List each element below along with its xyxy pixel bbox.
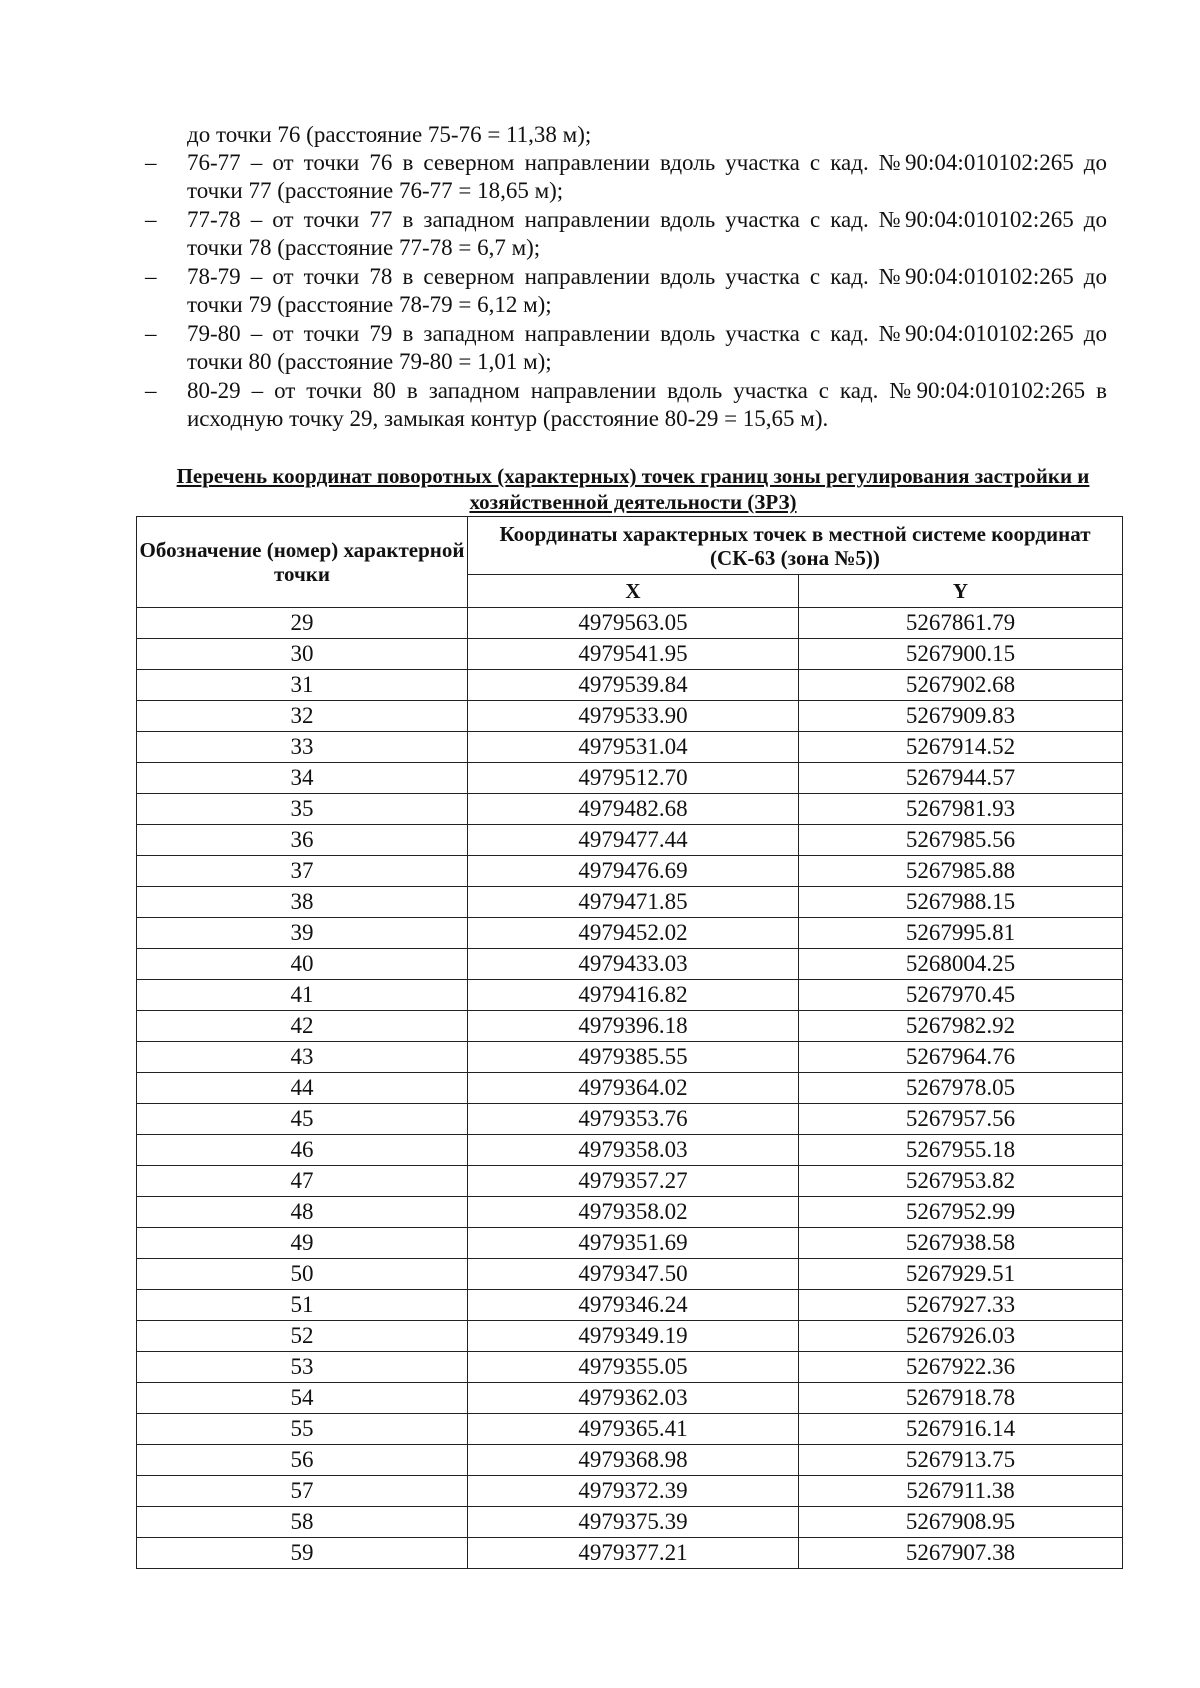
point-number-cell: 37 [137, 856, 468, 887]
table-row [137, 1476, 1123, 1507]
x-coordinate-cell: 4979355.05 [468, 1352, 799, 1383]
y-coordinate-cell: 5267929.51 [799, 1259, 1123, 1290]
table-row [137, 1166, 1123, 1197]
point-number-cell: 30 [137, 639, 468, 670]
y-coordinate-cell: 5267916.14 [799, 1414, 1123, 1445]
table-row [137, 670, 1123, 701]
x-coordinate-cell: 4979385.55 [468, 1042, 799, 1073]
y-coordinate-cell: 5267918.78 [799, 1383, 1123, 1414]
column-header-y: Y [799, 575, 1123, 608]
point-number-cell: 51 [137, 1290, 468, 1321]
y-coordinate-cell: 5267907.38 [799, 1538, 1123, 1569]
y-coordinate-cell: 5267914.52 [799, 732, 1123, 763]
point-number-cell: 56 [137, 1445, 468, 1476]
segment-list [145, 149, 1107, 434]
x-coordinate-cell: 4979416.82 [468, 980, 799, 1011]
point-number-cell: 35 [137, 794, 468, 825]
point-number-cell: 43 [137, 1042, 468, 1073]
y-coordinate-cell: 5267970.45 [799, 980, 1123, 1011]
y-coordinate-cell: 5267861.79 [799, 608, 1123, 639]
point-number-cell: 49 [137, 1228, 468, 1259]
y-coordinate-cell: 5267938.58 [799, 1228, 1123, 1259]
x-coordinate-cell: 4979351.69 [468, 1228, 799, 1259]
list-item-text: 80-29 – от точки 80 в западном направлении вдоль участка с кад. №90:04:010102:265 в исходную точку 29, замыкая контур (расстояние 80-29 = 15,65 м). [187, 378, 1107, 431]
x-coordinate-cell: 4979433.03 [468, 949, 799, 980]
column-header-x: X [468, 575, 799, 608]
table-row [137, 1135, 1123, 1166]
point-number-cell: 58 [137, 1507, 468, 1538]
point-number-cell: 44 [137, 1073, 468, 1104]
x-coordinate-cell: 4979471.85 [468, 887, 799, 918]
x-coordinate-cell: 4979358.02 [468, 1197, 799, 1228]
table-row [137, 1414, 1123, 1445]
table-row [137, 918, 1123, 949]
table-row [137, 1383, 1123, 1414]
point-number-cell: 42 [137, 1011, 468, 1042]
x-coordinate-cell: 4979357.27 [468, 1166, 799, 1197]
point-number-cell: 36 [137, 825, 468, 856]
x-coordinate-cell: 4979365.41 [468, 1414, 799, 1445]
x-coordinate-cell: 4979347.50 [468, 1259, 799, 1290]
y-coordinate-cell: 5267953.82 [799, 1166, 1123, 1197]
list-item [145, 377, 1107, 432]
x-coordinate-cell: 4979452.02 [468, 918, 799, 949]
table-row [137, 1197, 1123, 1228]
intro-line: до точки 76 (расстояние 75-76 = 11,38 м); [187, 122, 592, 147]
table-row [137, 1321, 1123, 1352]
table-title: Перечень координат поворотных (характерных) точек границ зоны регулирования застройки и хозяйственной деятельности (ЗРЗ) [176, 464, 1090, 514]
point-number-cell: 32 [137, 701, 468, 732]
list-dash: – [145, 378, 157, 403]
point-number-cell: 57 [137, 1476, 468, 1507]
table-row [137, 949, 1123, 980]
y-coordinate-cell: 5267922.36 [799, 1352, 1123, 1383]
table-row [137, 1104, 1123, 1135]
list-item-text: 76-77 – от точки 76 в северном направлении вдоль участка с кад. №90:04:010102:265 до точки 77 (расстояние 76-77 = 18,65 м); [187, 150, 1107, 203]
point-number-cell: 55 [137, 1414, 468, 1445]
x-coordinate-cell: 4979512.70 [468, 763, 799, 794]
y-coordinate-cell: 5267926.03 [799, 1321, 1123, 1352]
y-coordinate-cell: 5267957.56 [799, 1104, 1123, 1135]
table-row [137, 732, 1123, 763]
x-coordinate-cell: 4979531.04 [468, 732, 799, 763]
point-number-cell: 53 [137, 1352, 468, 1383]
x-coordinate-cell: 4979396.18 [468, 1011, 799, 1042]
y-coordinate-cell: 5267955.18 [799, 1135, 1123, 1166]
y-coordinate-cell: 5267981.93 [799, 794, 1123, 825]
table-row [137, 794, 1123, 825]
point-number-cell: 31 [137, 670, 468, 701]
list-dash: – [145, 207, 157, 232]
x-coordinate-cell: 4979476.69 [468, 856, 799, 887]
x-coordinate-cell: 4979482.68 [468, 794, 799, 825]
list-item [145, 149, 1107, 204]
point-number-cell: 29 [137, 608, 468, 639]
x-coordinate-cell: 4979349.19 [468, 1321, 799, 1352]
x-coordinate-cell: 4979563.05 [468, 608, 799, 639]
x-coordinate-cell: 4979362.03 [468, 1383, 799, 1414]
y-coordinate-cell: 5267909.83 [799, 701, 1123, 732]
table-row [137, 1290, 1123, 1321]
list-dash: – [145, 264, 157, 289]
table-body [137, 608, 1123, 1569]
y-coordinate-cell: 5267995.81 [799, 918, 1123, 949]
point-number-cell: 47 [137, 1166, 468, 1197]
point-number-cell: 41 [137, 980, 468, 1011]
point-number-cell: 33 [137, 732, 468, 763]
x-coordinate-cell: 4979539.84 [468, 670, 799, 701]
table-row [137, 1073, 1123, 1104]
x-coordinate-cell: 4979368.98 [468, 1445, 799, 1476]
list-item-text: 79-80 – от точки 79 в западном направлении вдоль участка с кад. №90:04:010102:265 до точки 80 (расстояние 79-80 = 1,01 м); [187, 321, 1107, 374]
table-row [137, 608, 1123, 639]
y-coordinate-cell: 5267944.57 [799, 763, 1123, 794]
point-number-cell: 40 [137, 949, 468, 980]
table-row [137, 1445, 1123, 1476]
x-coordinate-cell: 4979358.03 [468, 1135, 799, 1166]
table-row [137, 1228, 1123, 1259]
list-dash: – [145, 150, 157, 175]
x-coordinate-cell: 4979477.44 [468, 825, 799, 856]
point-number-cell: 50 [137, 1259, 468, 1290]
y-coordinate-cell: 5267982.92 [799, 1011, 1123, 1042]
table-row [137, 639, 1123, 670]
point-number-cell: 59 [137, 1538, 468, 1569]
point-number-cell: 52 [137, 1321, 468, 1352]
list-item-text: 77-78 – от точки 77 в западном направлении вдоль участка с кад. №90:04:010102:265 до точки 78 (расстояние 77-78 = 6,7 м); [187, 207, 1107, 260]
column-header-point: Обозначение (номер) характерной точки [137, 517, 468, 608]
y-coordinate-cell: 5267952.99 [799, 1197, 1123, 1228]
y-coordinate-cell: 5267985.56 [799, 825, 1123, 856]
y-coordinate-cell: 5267988.15 [799, 887, 1123, 918]
table-row [137, 1538, 1123, 1569]
table-row [137, 701, 1123, 732]
coordinates-table [136, 516, 1123, 1569]
table-row [137, 1259, 1123, 1290]
table-row [137, 980, 1123, 1011]
list-dash: – [145, 321, 157, 346]
point-number-cell: 48 [137, 1197, 468, 1228]
y-coordinate-cell: 5267978.05 [799, 1073, 1123, 1104]
table-row [137, 1352, 1123, 1383]
x-coordinate-cell: 4979364.02 [468, 1073, 799, 1104]
y-coordinate-cell: 5267913.75 [799, 1445, 1123, 1476]
x-coordinate-cell: 4979353.76 [468, 1104, 799, 1135]
x-coordinate-cell: 4979377.21 [468, 1538, 799, 1569]
list-item [145, 320, 1107, 375]
table-row [137, 763, 1123, 794]
point-number-cell: 45 [137, 1104, 468, 1135]
x-coordinate-cell: 4979372.39 [468, 1476, 799, 1507]
y-coordinate-cell: 5267927.33 [799, 1290, 1123, 1321]
x-coordinate-cell: 4979346.24 [468, 1290, 799, 1321]
x-coordinate-cell: 4979375.39 [468, 1507, 799, 1538]
list-item-text: 78-79 – от точки 78 в северном направлении вдоль участка с кад. №90:04:010102:265 до точки 79 (расстояние 78-79 = 6,12 м); [187, 264, 1107, 317]
y-coordinate-cell: 5268004.25 [799, 949, 1123, 980]
x-coordinate-cell: 4979541.95 [468, 639, 799, 670]
table-row [137, 856, 1123, 887]
y-coordinate-cell: 5267985.88 [799, 856, 1123, 887]
y-coordinate-cell: 5267908.95 [799, 1507, 1123, 1538]
table-row [137, 887, 1123, 918]
point-number-cell: 39 [137, 918, 468, 949]
table-row [137, 825, 1123, 856]
table-row [137, 1507, 1123, 1538]
table-row [137, 1011, 1123, 1042]
y-coordinate-cell: 5267911.38 [799, 1476, 1123, 1507]
point-number-cell: 46 [137, 1135, 468, 1166]
y-coordinate-cell: 5267900.15 [799, 639, 1123, 670]
point-number-cell: 54 [137, 1383, 468, 1414]
y-coordinate-cell: 5267964.76 [799, 1042, 1123, 1073]
y-coordinate-cell: 5267902.68 [799, 670, 1123, 701]
column-header-coordinates: Координаты характерных точек в местной системе координат (СК-63 (зона №5)) [468, 517, 1123, 575]
list-item [145, 263, 1107, 318]
table-row [137, 1042, 1123, 1073]
list-item [145, 206, 1107, 261]
point-number-cell: 34 [137, 763, 468, 794]
x-coordinate-cell: 4979533.90 [468, 701, 799, 732]
point-number-cell: 38 [137, 887, 468, 918]
